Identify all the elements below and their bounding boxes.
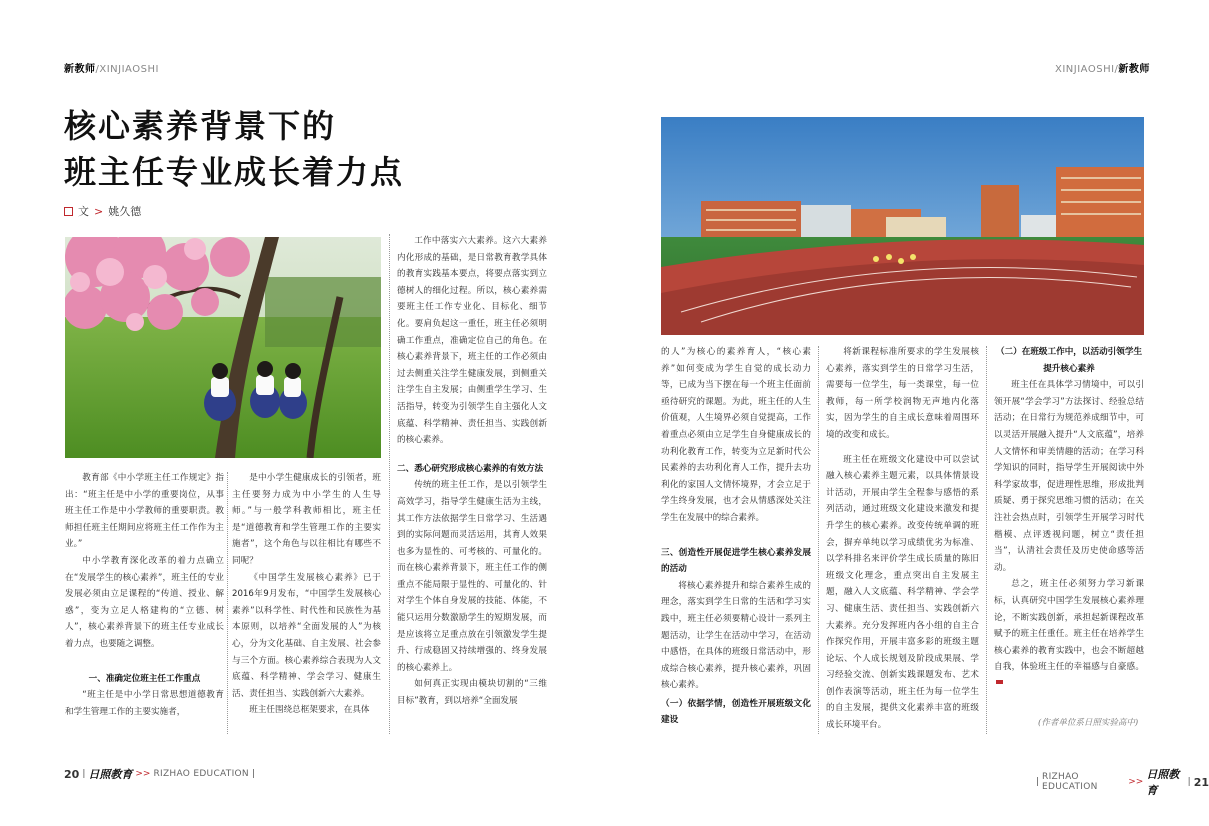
header-right-cn: 新教师 [1118, 64, 1150, 75]
column-divider [818, 346, 819, 734]
sub-heading-1: （一）依据学情，创造性开展班级文化建设 [661, 698, 811, 726]
right-running-header [1055, 60, 1150, 75]
section-heading-3: 三、创造性开展促进学生核心素养发展的活动 [661, 547, 811, 575]
column-divider [986, 346, 987, 734]
c4-para-2: 将核心素养提升和综合素养生成的理念，落实到学生日常的生活和学习实践中，班主任必须要精心设计一系列主题活动，让学生在活动中学习，在活动中感悟，在具体的班级日常活动中，形成综合核心素养，提升核心素养，巩固核心素养。 [661, 580, 811, 691]
c2-para-1: 是中小学生健康成长的引领者，班主任要努力成为中小学生的人生导师。”与一般学科教师相比，班主任是“道德教育和学生管理工作的主要实施者”，这个角色与以往相比有哪些不同呢？ [232, 473, 381, 566]
article-title-line2: 班主任专业成长着力点 [64, 153, 405, 191]
column-4 [661, 344, 811, 740]
c2-para-2: 《中国学生发展核心素养》已于2016年9月发布，“中国学生发展核心素养”以科学性、时代性和民族性为基本原则，以培养“全面发展的人”为核心，分为文化基础、自主发展、社会参与三个方面。核心素养综合表现为人文底蕴、科学精神、学会学习、健康生活、责任担当、实践创新六大素养。 [232, 572, 381, 699]
c3-para-2: 传统的班主任工作，是以引领学生高效学习，指导学生健康生活为主线，其工作方法依据学生日常学习、生活遇到的实际问题而灵活运用，其育人效果也多为显性的、可考核的、可量化的。而在核心素养背景下，班主任工作的侧重点不能局限于显性的、可量化的、针对学生个体自身发展的技能、体能，不能只运用分数激励学生的短期发展，而是应该将立足重点放在引领激发学生提升、行成稳固又持续增强的、终身发展的核心素养上。 [397, 480, 547, 673]
c5-para-2: 班主任在班级文化建设中可以尝试融入核心素养主题元素，以具体情景设计活动，开展由学生全程参与感悟的系列活动，通过班级文化建设来激发和提升学生的核心素养。改变传统单调的班会，摒弃单纯以学习成绩优劣为标准、以学科排名来评价学生成长质量的陈旧班级文化理念，重点突出自主发展主题，融入人文底蕴、科学精神、学会学习、健康生活、责任担当、实践创新六大素养。充分发挥班内各小组的自主合作探究作用，开展丰富多彩的班级主题论坛、个人成长规划及阶段成果展、学习经验交流、创新实践课题发布、艺术创作表演等活动，班主任为每一位学生的自主发展，提供文化素养丰富的班级成长环境平台。 [826, 454, 979, 731]
c1-para-1: 教育部《中小学班主任工作规定》指出：“班主任是中小学的重要岗位，从事班主任工作是中小学教师的重要职责。教师担任班主任期间应将班主任工作作为主业。” [65, 473, 224, 550]
header-right-en: XINJIAOSHI [1055, 64, 1115, 75]
page-number-right: 21 [1193, 775, 1209, 789]
end-mark-icon [996, 680, 1003, 684]
footer-sep: >> [135, 769, 151, 779]
byline-arrow: > [94, 204, 104, 218]
header-sep: / [95, 64, 100, 75]
header-sep: / [1114, 64, 1119, 75]
c5-para-1: 将新课程标准所要求的学生发展核心素养，落实到学生的日常学习生活，需要每一位学生，每一类课堂，每一位教师，每一所学校润物无声地内化落实，因为学生的自主成长意味着周围环境的改变和成长。 [826, 347, 979, 440]
magazine-name-en: RIZHAO EDUCATION [1042, 772, 1098, 792]
c6-para-1: 班主任在具体学习情境中，可以引领开展“学会学习”方法探讨、经验总结活动；在日常行为规范养成细节中，可以灵活开展融入提升“人文底蕴”，培养人文情怀和审美情趣的活动；在学习科学知识的同时，指导学生开展阅读中外科学家故事，促进理性思维，形成批判质疑、勇于探究思维习惯的活动；在关注社会热点时，引领学生开展学习时代楷模、点评透视问题，树立“责任担当”，认清社会责任及历史使命感等活动。 [994, 380, 1144, 573]
magazine-logo: 日照教育 [1146, 768, 1180, 797]
sub-heading-2: （二）在班级工作中，以活动引领学生提升核心素养 [995, 347, 1143, 374]
c6-para-2-text: 总之，班主任必须努力学习新课标，认真研究中国学生发展核心素养理论，不断实践创新，承担起新课程改革赋予的班主任重任。班主任在培养学生核心素养的教育实践中，也会不断超越自我，体验班主任的幸福感与自豪感。 [994, 579, 1144, 673]
c3-para-3: 如何真正实现由模块切割的“三维目标”教育，到以培养“全面发展 [397, 679, 547, 707]
footer-bar: | [251, 769, 255, 779]
column-divider [227, 472, 228, 734]
section-heading-2: 二、悉心研究形成核心素养的有效方法 [397, 463, 544, 474]
c3-para-1: 工作中落实六大素养。这六大素养内化形成的基础，是日常教育教学具体的教育实践基本要点，将要点落实到立德树人的细化过程。所以，核心素养需要班主任工作专业化、目标化、细节化。要肩负起这一重任，班主任必须明确工作重点，准确定位自己的角色。在核心素养背景下，班主任的工作必须由过去侧重关注学生健康发展，到侧重关注学生自主发展；由侧重学生学习、生活指导，转变为引领学生自主强化人文底蕴、科学精神、责任担当、实践创新的核心素养。 [397, 236, 547, 446]
author-affiliation-note: (作者单位系日照实验高中) [1038, 718, 1139, 728]
footer-bar: | [1036, 777, 1040, 787]
header-left-cn: 新教师 [64, 64, 96, 75]
column-5 [826, 344, 979, 740]
column-6 [994, 344, 1144, 684]
c1-para-3: “班主任是中小学日常思想道德教育和学生管理工作的主要实施者， [65, 690, 224, 717]
section-heading-1: 一、准确定位班主任工作重点 [88, 673, 201, 684]
header-left-en: XINJIAOSHI [99, 64, 159, 75]
footer-bar: | [82, 769, 86, 779]
magazine-name-en: RIZHAO EDUCATION [153, 769, 249, 779]
c4-para-1: 的人”为核心的素养育人，“核心素养”如何变成为学生自觉的成长动力等，已成为当下摆在每一个班主任面前亟待研究的课题。为此，班主任的人生价值观，人生境界必须自觉提高，工作着重点必须由立足学生自身健康成长的功利化教育工作，转变为立足新时代公民素养的去功利化育人工作，提升去功利化的家国人文情怀境界，才会立足于学生终身发展，也才会从情感深处关注学生在发展中的综合素养。 [661, 347, 811, 523]
c6-para-2 [994, 576, 1144, 684]
author-name: 姚久德 [108, 205, 142, 218]
article-title-line1: 核心素养背景下的 [64, 107, 337, 145]
magazine-logo: 日照教育 [88, 768, 133, 781]
byline-box-icon [64, 207, 73, 216]
byline [64, 203, 141, 219]
byline-label: 文 [78, 205, 89, 218]
left-running-header [64, 60, 159, 75]
column-divider [389, 234, 390, 734]
cherry-blossom-students-photo [65, 237, 381, 458]
column-3 [397, 233, 547, 740]
c1-para-2: 中小学教育深化改革的着力点确立在“发展学生的核心素养”，班主任的专业发展必须由立足课程的“传道、授业、解惑”，变为立足人格建构的“立德、树人”，核心素养背景下的班主任专业成长着力点，也要随之调整。 [65, 555, 224, 649]
left-footer [64, 766, 255, 782]
footer-sep: >> [1128, 777, 1144, 787]
c2-para-3: 班主任围绕总框架要求，在具体 [249, 705, 370, 716]
column-1 [65, 470, 224, 740]
column-2 [232, 470, 381, 740]
right-footer [1036, 766, 1209, 798]
page-number-left: 20 [64, 767, 80, 781]
footer-bar: | [1187, 777, 1191, 787]
school-campus-track-photo [661, 117, 1144, 335]
